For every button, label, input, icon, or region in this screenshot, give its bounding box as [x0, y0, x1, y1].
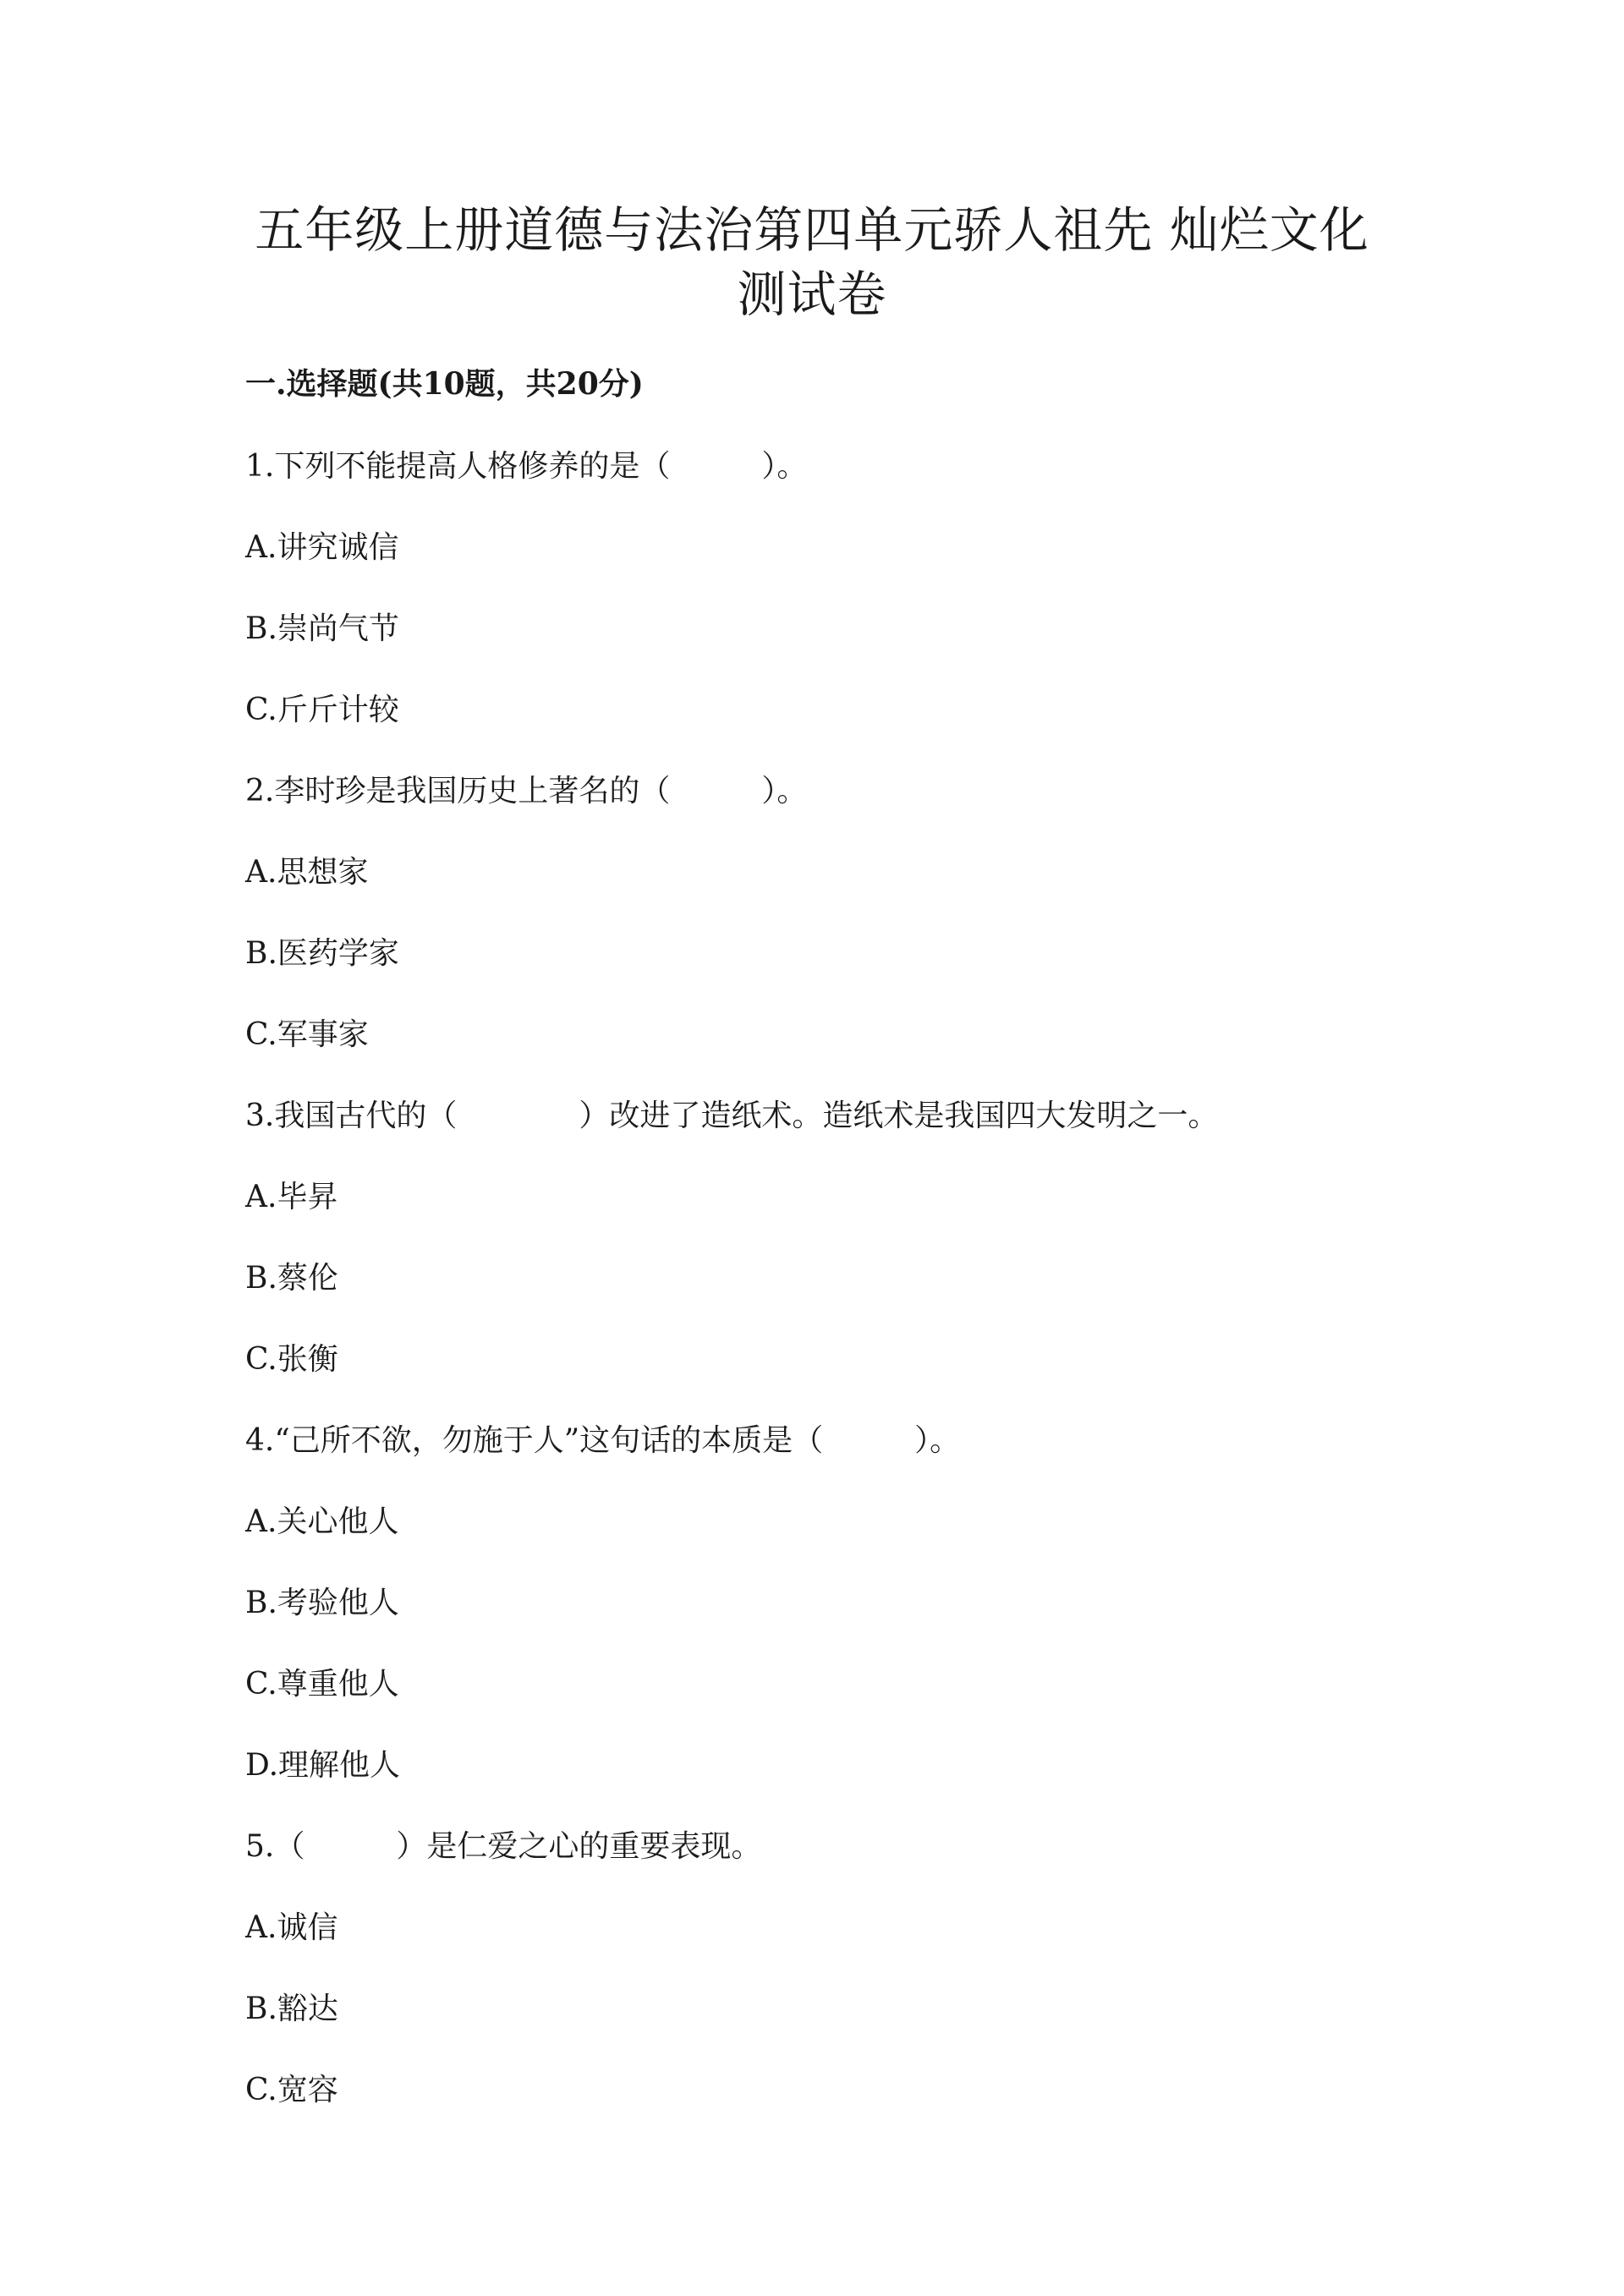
page-title-line1: 五年级上册道德与法治第四单元骄人祖先 灿烂文化 [255, 201, 1369, 259]
answer-option: B.蔡伦 [245, 1261, 338, 1296]
answer-option: B.医药学家 [245, 936, 399, 971]
answer-option: B.考验他人 [245, 1586, 399, 1620]
answer-option: B.崇尚气节 [245, 611, 399, 646]
question-stem: 3.我国古代的（ ）改进了造纸术。造纸术是我国四大发明之一。 [245, 1099, 1219, 1133]
answer-option: D.理解他人 [245, 1748, 401, 1783]
answer-option: C.斤斤计较 [245, 693, 399, 727]
answer-option: A.思想家 [245, 855, 369, 890]
answer-option: C.尊重他人 [245, 1667, 399, 1701]
answer-option: C.宽容 [245, 2073, 338, 2107]
page-title-line2: 测试卷 [737, 266, 887, 323]
answer-option: C.军事家 [245, 1017, 369, 1052]
answer-option: A.关心他人 [245, 1504, 399, 1539]
question-stem: 2.李时珍是我国历史上著名的（ ）。 [245, 774, 808, 808]
answer-option: B.豁达 [245, 1992, 338, 2026]
question-stem: 4.“己所不欲，勿施于人”这句话的本质是（ ）。 [245, 1423, 961, 1458]
question-stem: 5.（ ）是仁爱之心的重要表现。 [245, 1829, 762, 1864]
answer-option: A.毕昇 [245, 1180, 338, 1214]
question-stem: 1.下列不能提高人格修养的是（ ）。 [245, 449, 808, 484]
answer-option: C.张衡 [245, 1342, 338, 1377]
answer-option: A.讲究诚信 [245, 530, 399, 565]
answer-option: A.诚信 [245, 1910, 338, 1945]
section-heading: 一.选择题(共10题，共20分) [245, 366, 644, 402]
